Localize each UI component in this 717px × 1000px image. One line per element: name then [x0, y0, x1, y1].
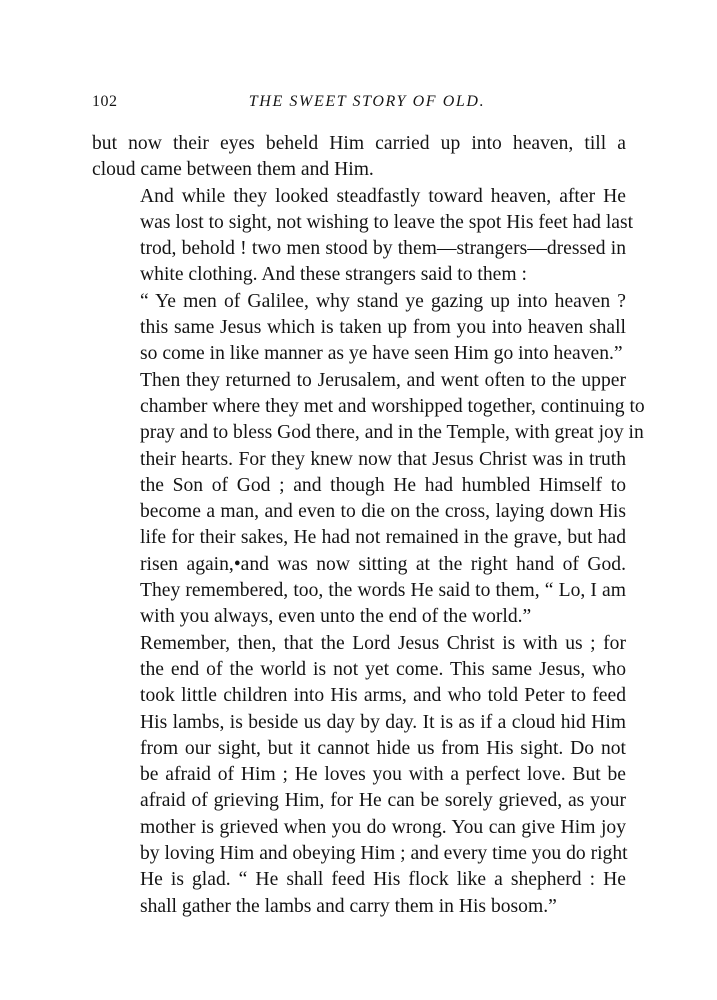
paragraph — [92, 289, 626, 368]
text-line: be afraid of Him ; He loves you with a perfect love. But be — [140, 764, 626, 786]
text-line: They remembered, too, the words He said to them, “ Lo, I am — [140, 580, 626, 602]
text-line: life for their sakes, He had not remained in the grave, but had — [140, 527, 626, 549]
text-line: risen again,•and was now sitting at the right hand of God. — [140, 553, 626, 575]
text-line: cloud came between them and Him. — [92, 159, 374, 181]
page-number: 102 — [92, 93, 118, 110]
text-line: become a man, and even to die on the cross, laying down His — [140, 501, 626, 523]
running-title: THE SWEET STORY OF OLD. — [248, 93, 486, 110]
text-line: Then they returned to Jerusalem, and went often to the upper — [140, 369, 626, 391]
paragraph — [92, 131, 626, 184]
text-line: so come in like manner as ye have seen Him go into heaven.” — [140, 343, 623, 365]
text-line: white clothing. And these strangers said to them : — [140, 264, 527, 286]
text-line: His lambs, is beside us day by day. It is as if a cloud hid Him — [140, 711, 626, 733]
text-line: the Son of God ; and though He had humbled Himself to — [140, 474, 626, 496]
text-line: mother is grieved when you do wrong. You can give Him joy — [140, 816, 626, 838]
text-line: took little children into His arms, and who told Peter to feed — [140, 685, 626, 707]
text-line: He is glad. “ He shall feed His flock like a shepherd : He — [140, 869, 626, 891]
text-line: “ Ye men of Galilee, why stand ye gazing up into heaven ? — [140, 290, 626, 312]
text-line: but now their eyes beheld Him carried up into heaven, till a — [92, 133, 626, 154]
text-line: afraid of grieving Him, for He can be sorely grieved, as your — [140, 790, 626, 812]
text-line: trod, behold ! two men stood by them—strangers—dressed in — [140, 238, 626, 260]
paragraph — [92, 368, 645, 631]
running-head — [92, 90, 626, 114]
text-line: this same Jesus which is taken up from you into heaven shall — [140, 317, 626, 339]
text-line: the end of the world is not yet come. This same Jesus, who — [140, 658, 626, 680]
body-text — [92, 131, 645, 920]
text-line: from our sight, but it cannot hide us from His sight. Do not — [140, 737, 626, 759]
text-line: pray and to bless God there, and in the Temple, with great joy in — [140, 422, 644, 444]
text-line: was lost to sight, not wishing to leave the spot His feet had last — [140, 211, 634, 233]
text-line: with you always, even unto the end of the world.” — [140, 606, 532, 628]
text-line: shall gather the lambs and carry them in His bosom.” — [140, 895, 557, 917]
text-line: And while they looked steadfastly toward heaven, after He — [140, 185, 626, 207]
text-line: chamber where they met and worshipped together, continuing to — [140, 395, 645, 417]
text-line: by loving Him and obeying Him ; and every time you do right — [140, 843, 628, 865]
text-line: their hearts. For they knew now that Jesus Christ was in truth — [140, 448, 626, 470]
paragraph — [92, 184, 634, 289]
text-line: Remember, then, that the Lord Jesus Christ is with us ; for — [140, 632, 626, 654]
paragraph — [92, 631, 626, 920]
